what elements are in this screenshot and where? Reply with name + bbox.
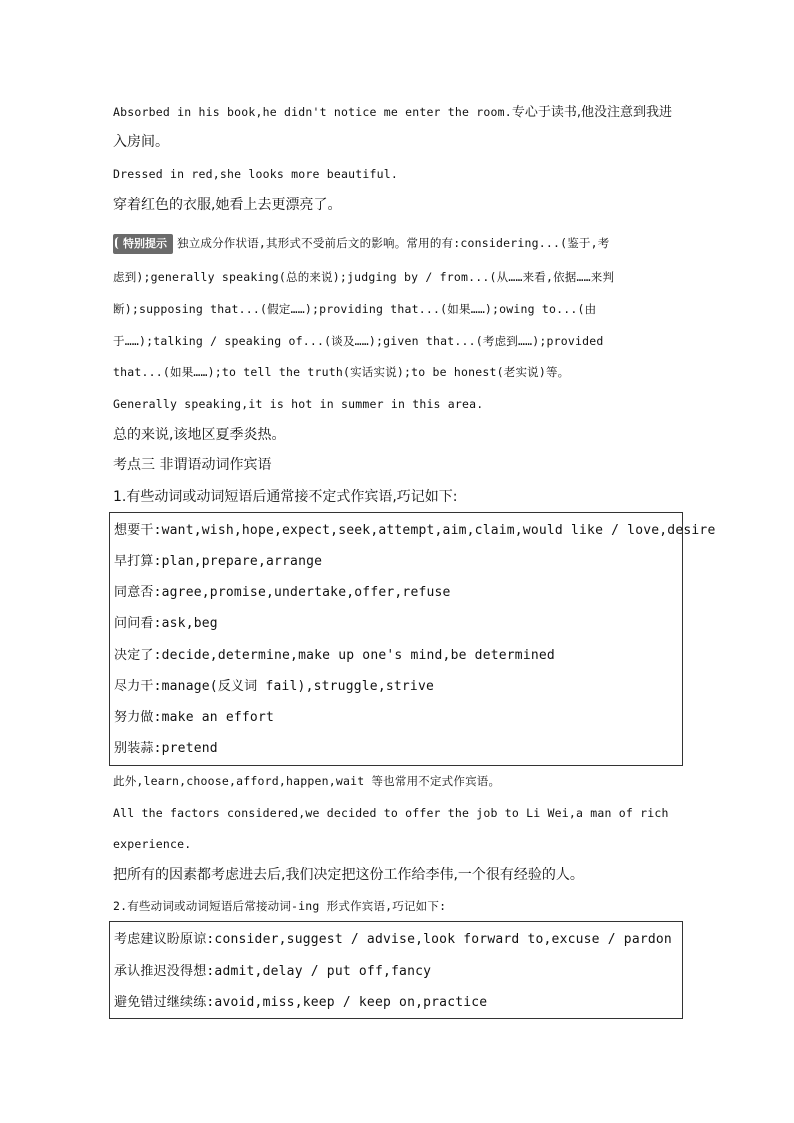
- table-row: 同意否:agree,promise,undertake,offer,refuse: [114, 585, 451, 600]
- gerund-verbs-table: [109, 921, 683, 1019]
- example-sentence-3-chinese: 总的来说,该地区夏季炎热。: [113, 427, 286, 443]
- table-row: 问问看:ask,beg: [114, 616, 218, 631]
- example-sentence-2-chinese: 穿着红色的衣服,她看上去更漂亮了。: [113, 197, 342, 213]
- item-1-heading: 1.有些动词或动词短语后通常接不定式作宾语,巧记如下:: [113, 489, 458, 505]
- table-row: 早打算:plan,prepare,arrange: [114, 554, 323, 569]
- infinitive-verbs-table: [109, 512, 716, 766]
- extra-infinitive-note: 此外,learn,choose,afford,happen,wait 等也常用不定式作宾语。: [113, 774, 501, 788]
- example-sentence-4-chinese: 把所有的因素都考虑进去后,我们决定把这份工作给李伟,一个很有经验的人。: [113, 867, 584, 883]
- table-row: 努力做:make an effort: [114, 710, 274, 725]
- example-sentence-1: [113, 103, 672, 122]
- table-row: 别装蒜:pretend: [114, 741, 218, 756]
- special-tip-line-5: that...(如果……);to tell the truth(实话实说);to be honest(老实说)等。: [113, 365, 570, 379]
- item-2-heading: 2.有些动词或动词短语后常接动词-ing 形式作宾语,巧记如下:: [113, 899, 447, 913]
- special-tip-line-3: 断);supposing that...(假定……);providing that...(如果……);owing to...(由: [113, 302, 597, 316]
- example-sentence-4-english: All the factors considered,we decided to offer the job to Li Wei,a man of rich: [113, 806, 669, 820]
- special-tip-line-4: 于……);talking / speaking of...(谈及……);given that...(考虑到……);provided: [113, 334, 604, 348]
- chinese-text: 专心于读书,他没注意到我进: [511, 105, 673, 120]
- english-text: Absorbed in his book,he didn't notice me enter the room.: [113, 105, 512, 119]
- special-tip-line-1: [113, 234, 609, 254]
- table-row: 避免错过继续练:avoid,miss,keep / keep on,practice: [114, 995, 488, 1010]
- chinese-text-continued: 入房间。: [113, 134, 169, 150]
- special-tip-line-2: 虑到);generally speaking(总的来说);judging by / from...(从……来看,依据……来判: [113, 270, 615, 284]
- special-tip-badge: 特别提示: [113, 234, 173, 254]
- table-row: 考虑建议盼原谅:consider,suggest / advise,look forward to,excuse / pardon: [114, 932, 672, 947]
- tip-text: 独立成分作状语,其形式不受前后文的影响。常用的有:considering...(鉴于,考: [177, 236, 610, 250]
- table-row: 决定了:decide,determine,make up one's mind,be determined: [114, 648, 555, 663]
- example-sentence-2-english: Dressed in red,she looks more beautiful.: [113, 167, 398, 181]
- example-sentence-3-english: Generally speaking,it is hot in summer in this area.: [113, 397, 484, 411]
- table-row: 尽力干:manage(反义词 fail),struggle,strive: [114, 679, 434, 694]
- table-row: 想要干:want,wish,hope,expect,seek,attempt,aim,claim,would like / love,desire: [114, 523, 716, 538]
- section-heading: 考点三 非谓语动词作宾语: [113, 457, 272, 473]
- table-row: 承认推迟没得想:admit,delay / put off,fancy: [114, 964, 432, 979]
- example-sentence-4-english-continued: experience.: [113, 837, 192, 851]
